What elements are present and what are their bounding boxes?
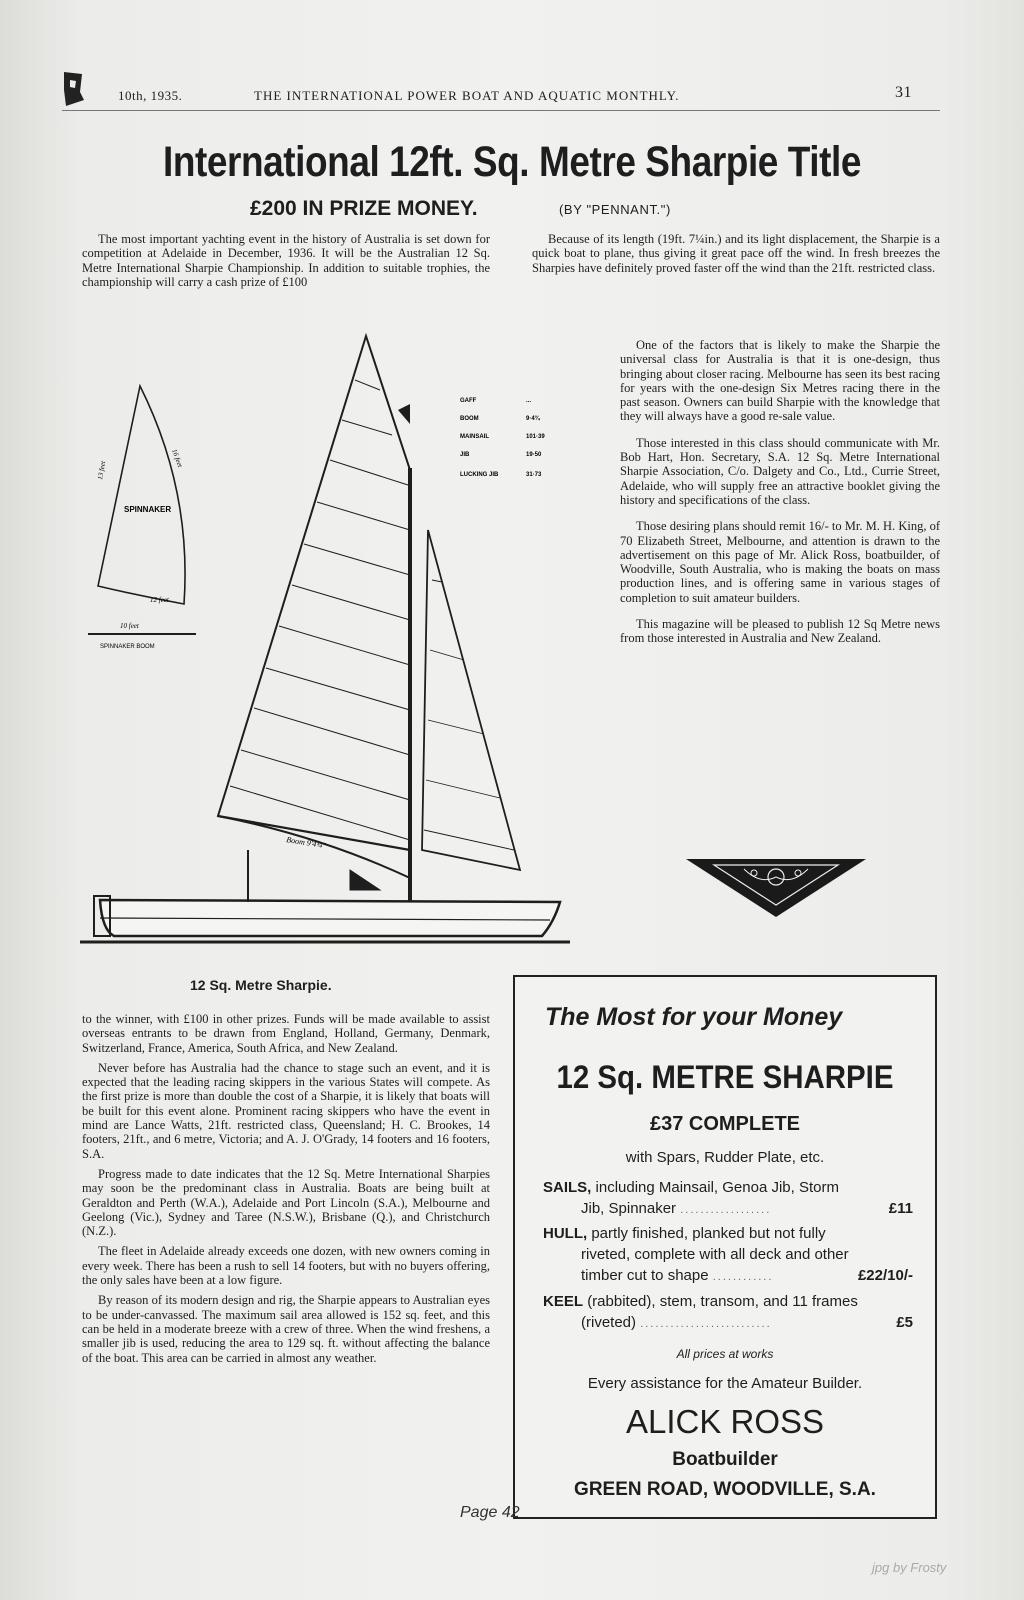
side-column xyxy=(620,338,940,658)
page-label: Page 42 xyxy=(460,1504,520,1521)
spinnaker-label: SPINNAKER xyxy=(124,505,172,514)
intro-left-column xyxy=(82,232,490,295)
hull xyxy=(80,850,570,942)
jib-sail xyxy=(422,530,520,870)
side-paragraph: Those desiring plans should remit 16/- to Mr. M. H. King, of 70 Elizabeth Street, Melbourne, and attention is drawn to the advertisement on this page of Mr. Alick Ross, boatbuilder, of Woodville, South Australia, who is making the boats on mass production lines, and is offering same in various stages of completion to suit amateur builders. xyxy=(620,519,940,605)
table-value: ... xyxy=(526,398,532,404)
boom-dim: Boom 9'4¾" xyxy=(285,835,327,851)
table-label: MAINSAIL xyxy=(460,434,489,440)
byline: (BY "PENNANT.") xyxy=(559,202,671,217)
bottom-paragraph: Never before has Australia had the chance to stage such an event, and it is expected that the leading racing skippers in the various States will compete. As the first prize is more than double the cost of a Sharpie, it is likely that boats will be built for this event alone. Prominent racing skippers who have the event in mind are Lance Watts, 21ft. restricted class, Queensland; H. C. Brookes, 14 footers, 21ft., and 6 metre, Victoria; and A. J. O'Grady, 14 footers and 16 footers, S.A. xyxy=(82,1060,490,1161)
ad-item-title: SAILS, xyxy=(543,1179,592,1196)
issue-date: 10th, 1935. xyxy=(118,88,183,103)
ad-headline: The Most for your Money xyxy=(545,1003,843,1031)
intro-left-paragraph: The most important yachting event in the history of Australia is set down for competition at Adelaide in December, 1936. It will be the Australian 12 Sq. Metre International Sharpie Championship. In addition to suitable trophies, the championship will carry a cash prize of £100 xyxy=(82,232,490,289)
ad-item-text: (rabbited), stem, transom, and 11 frames xyxy=(587,1293,858,1310)
ad-item-text: riveted, complete with all deck and other xyxy=(581,1246,849,1263)
ad-item-sails: SAILS, including Mainsail, Genoa Jib, Storm Jib, Spinnaker .................. £11 xyxy=(543,1179,913,1217)
table-value: 19·50 xyxy=(526,452,542,458)
bottom-paragraph: Progress made to date indicates that the 12 Sq. Metre International Sharpies may soon be the predominant class in Australia. Boats are being built at Geraldton and Perth (W.A.), Adelaide and Port Lincoln (S.A.), Melbourne and Geelong (Vic.), Sydney and Taree (N.S.W.), Brisbane (Q.), and Christchurch (N.Z.). xyxy=(82,1166,490,1239)
side-paragraph: Those interested in this class should communicate with Mr. Bob Hart, Hon. Secretary, S.A. 12 Sq. Metre International Sharpie Association, C/o. Dalgety and Co., Ltd., Currie Street, Adelaide, who will supply free an attractive booklet giving the history and specifications of the class. xyxy=(620,435,940,507)
table-label: JIB xyxy=(460,452,470,458)
corner-badge-icon xyxy=(62,70,86,108)
table-label: GAFF xyxy=(460,398,477,404)
sail-plan-drawing xyxy=(80,330,600,970)
ad-item-text: Jib, Spinnaker xyxy=(581,1200,677,1217)
ad-builder-role: Boatbuilder xyxy=(672,1449,778,1470)
masthead-flag xyxy=(398,404,410,424)
ad-item-price: £22/10/- xyxy=(857,1267,913,1284)
ad-item-title: HULL, xyxy=(543,1225,588,1242)
drawing-caption: 12 Sq. Metre Sharpie. xyxy=(190,977,332,993)
article-title: International 12ft. Sq. Metre Sharpie Title xyxy=(163,138,861,186)
spinnaker-boom-dim: 10 feet xyxy=(120,622,139,630)
ad-item-hull: HULL, partly finished, planked but not fully riveted, complete with all deck and other timber cut to shape ............ £22/10/- xyxy=(543,1225,913,1284)
ad-product: 12 Sq. METRE SHARPIE xyxy=(556,1059,894,1095)
mainsail xyxy=(218,336,410,878)
bottom-paragraph: By reason of its modern design and rig, the Sharpie appears to Australian eyes to be under-canvassed. The maximum sail area allowed is 152 sq. feet, and this can be held in a moderate breeze with a crew of three. When the wind freshens, a smaller jib is used, reducing the area to 129 sq. ft. without affecting the balance of the boat. This area can be carried in almost any weather. xyxy=(82,1293,490,1365)
ad-item-price: £11 xyxy=(888,1200,913,1217)
spinnaker-dim-13ft: 13 feet xyxy=(96,460,108,481)
ad-item-text: including Mainsail, Genoa Jib, Storm xyxy=(595,1179,839,1196)
ad-item-keel: KEEL (rabbited), stem, transom, and 11 frames (riveted) .......................... £5 xyxy=(543,1293,913,1331)
side-paragraph: This magazine will be pleased to publish 12 Sq Metre news from those interested in Australia and New Zealand. xyxy=(620,617,940,646)
intro-right-paragraph: Because of its length (19ft. 7¼in.) and its light displacement, the Sharpie is a quick boat to plane, thus giving it great pace off the wind. In fresh breezes the Sharpies have definitely proved faster off the wind than the 21ft. restricted class. xyxy=(532,232,940,275)
bottom-paragraph: The fleet in Adelaide already exceeds one dozen, with new owners coming in every week. There has been a rush to sell 14 footers, but with no buyers offering, the only sales have been at a low figure. xyxy=(82,1244,490,1288)
table-value: 101·39 xyxy=(526,434,545,440)
table-label: BOOM xyxy=(460,416,479,422)
advertisement-box xyxy=(513,975,937,1519)
running-header xyxy=(62,84,940,111)
table-value: 31·73 xyxy=(526,472,542,478)
intro-right-column xyxy=(532,232,940,281)
ad-item-text: partly finished, planked but not fully xyxy=(591,1225,826,1242)
spinnaker-sail xyxy=(98,386,193,604)
side-paragraph: One of the factors that is likely to make the Sharpie the universal class for Australia is that it is one-design, thus bringing about closer racing. Melbourne has seen its best racing for years with the one-design Six Metres racing there in the past season. Owners can build Sharpie with the knowledge that they will always have a good re-sale value. xyxy=(620,338,940,424)
spinnaker-boom-label: SPINNAKER BOOM xyxy=(100,644,155,650)
spinnaker-dim-12ft: 12 feet xyxy=(150,596,169,604)
page-number-top: 31 xyxy=(895,84,912,101)
ad-note: All prices at works xyxy=(676,1347,774,1361)
ad-address: GREEN ROAD, WOODVILLE, S.A. xyxy=(574,1479,876,1500)
spinnaker-dim-16ft: 16 feet xyxy=(170,447,185,469)
watermark: jpg by Frosty xyxy=(872,1560,947,1575)
bottom-paragraph: to the winner, with £100 in other prizes. Funds will be made available to assist overseas entrants to be drawn from England, Holland, Germany, Denmark, Switzerland, France, America, South Africa, and New Zealand. xyxy=(82,1012,490,1055)
sail-dimensions-table xyxy=(460,398,545,478)
table-value: 9·4¾ xyxy=(526,416,540,422)
magazine-name: THE INTERNATIONAL POWER BOAT AND AQUATIC MONTHLY. xyxy=(254,88,680,103)
ad-price: £37 COMPLETE xyxy=(649,1113,801,1135)
ad-assist: Every assistance for the Amateur Builder. xyxy=(587,1375,863,1392)
ad-item-text: (riveted) xyxy=(581,1314,637,1331)
ad-item-price: £5 xyxy=(896,1314,913,1331)
ad-item-title: KEEL xyxy=(543,1293,584,1310)
prize-subtitle: £200 IN PRIZE MONEY. xyxy=(250,197,478,220)
decorative-ornament-icon xyxy=(684,855,868,919)
table-label: LUCKING JIB xyxy=(460,472,499,478)
bottom-left-column xyxy=(82,1012,490,1371)
ad-builder-name: ALICK ROSS xyxy=(625,1403,825,1440)
ad-includes: with Spars, Rudder Plate, etc. xyxy=(625,1149,825,1166)
ad-item-text: timber cut to shape xyxy=(581,1267,709,1284)
